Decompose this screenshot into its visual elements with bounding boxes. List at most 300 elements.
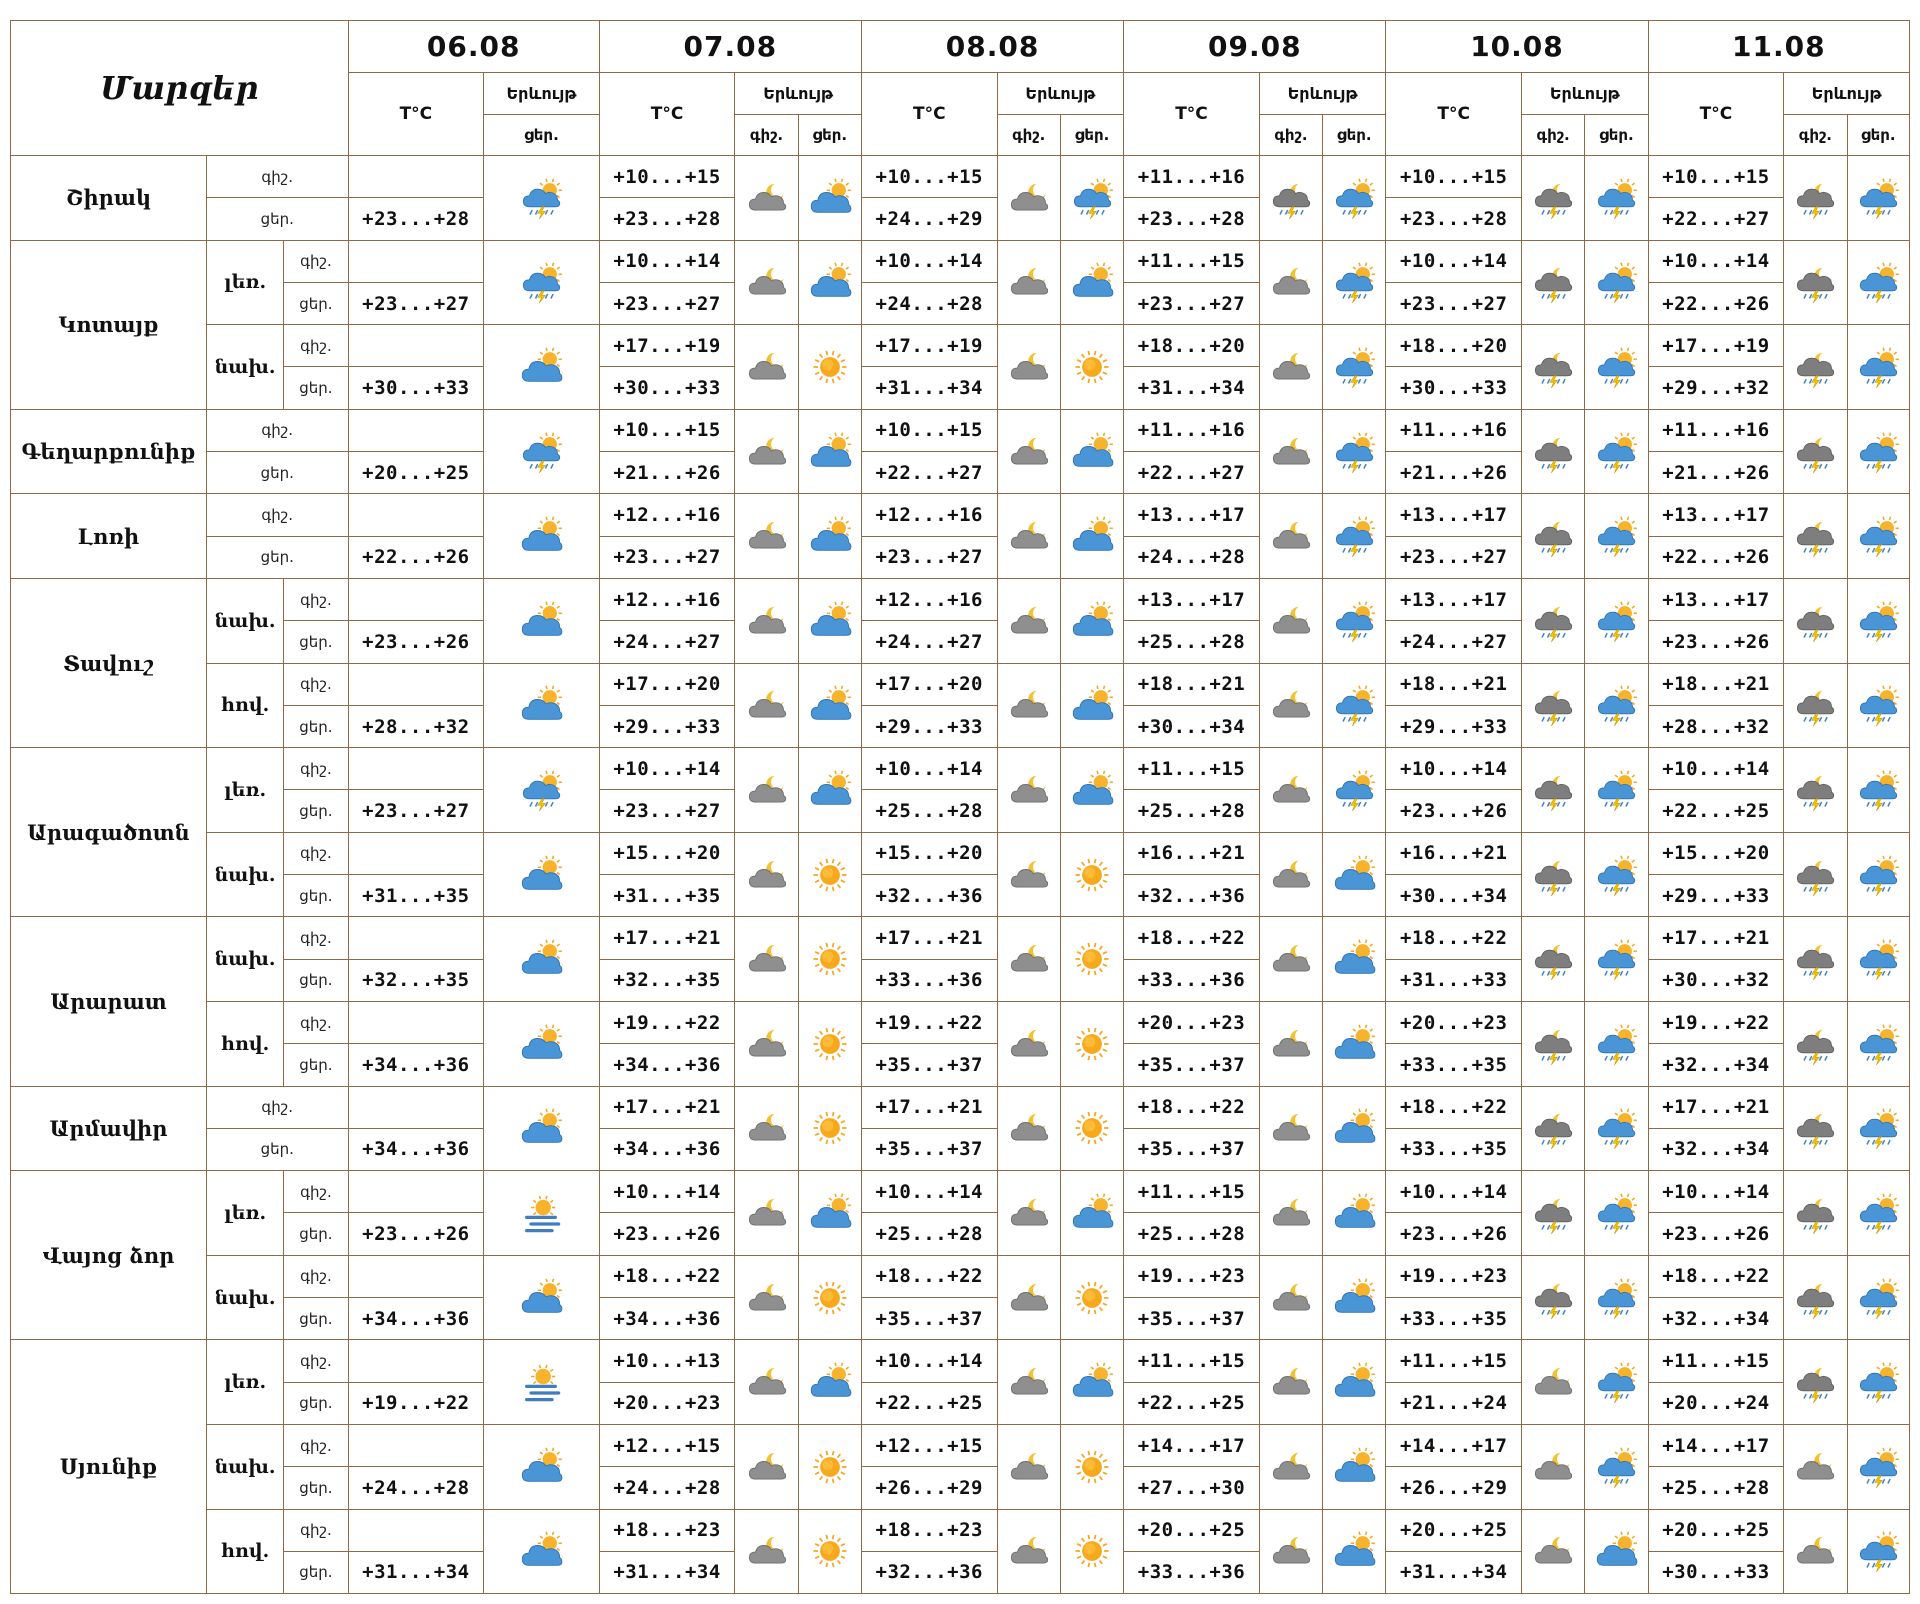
night-weather-icon	[1269, 514, 1313, 558]
night-temp: +12...+16	[861, 494, 997, 536]
night-weather-cell	[735, 832, 798, 917]
day-weather-cell	[1060, 748, 1123, 833]
day-weather-cell	[1847, 1171, 1909, 1256]
day-temp: +23...+27	[1386, 536, 1522, 578]
weather-icon	[519, 768, 563, 812]
night-temp	[348, 1340, 484, 1382]
night-weather-icon	[1793, 1360, 1837, 1404]
night-weather-cell	[735, 494, 798, 579]
night-weather-icon	[1793, 1106, 1837, 1150]
day-weather-icon	[808, 768, 852, 812]
day-weather-cell	[1323, 409, 1386, 494]
night-label: գիշ.	[284, 1171, 348, 1213]
night-weather-icon	[1531, 1445, 1575, 1489]
weather-header: Երևույթ	[997, 73, 1124, 115]
day-temp: +23...+26	[1648, 1213, 1784, 1255]
day-weather-cell	[1847, 409, 1909, 494]
night-weather-icon	[1531, 1276, 1575, 1320]
day-weather-icon	[1594, 514, 1638, 558]
day-label: ցեր.	[206, 536, 348, 578]
day-weather-cell	[1060, 832, 1123, 917]
day-weather-cell	[1585, 325, 1648, 410]
weather-cell	[484, 240, 600, 325]
night-temp: +12...+16	[861, 578, 997, 620]
day-weather-icon	[808, 260, 852, 304]
day-temp: +32...+35	[348, 959, 484, 1001]
night-temp: +17...+20	[861, 663, 997, 705]
night-temp: +10...+15	[1386, 156, 1522, 198]
day-label: ցեր.	[284, 875, 348, 917]
night-weather-cell	[1784, 1255, 1847, 1340]
night-weather-icon	[1531, 853, 1575, 897]
day-weather-icon	[1856, 514, 1900, 558]
day-weather-icon	[1332, 1106, 1376, 1150]
night-weather-cell	[1259, 325, 1322, 410]
day-temp: +34...+36	[599, 1044, 735, 1086]
day-temp: +23...+27	[599, 282, 735, 324]
day-weather-icon	[1856, 1529, 1900, 1573]
night-temp: +18...+23	[861, 1509, 997, 1551]
night-weather-icon	[1531, 599, 1575, 643]
day-weather-cell	[1060, 325, 1123, 410]
day-temp: +29...+33	[861, 705, 997, 747]
day-temp: +24...+28	[348, 1467, 484, 1509]
day-weather-icon	[1332, 937, 1376, 981]
date-header: 09.08	[1124, 21, 1386, 73]
temperature-header: T°C	[1124, 73, 1260, 156]
day-weather-cell	[1060, 1424, 1123, 1509]
day-label: ցեր.	[284, 1044, 348, 1086]
night-temp: +18...+22	[599, 1255, 735, 1297]
night-weather-icon	[1269, 1191, 1313, 1235]
date-header: 08.08	[861, 21, 1123, 73]
night-weather-cell	[1522, 1001, 1585, 1086]
day-temp: +20...+23	[599, 1382, 735, 1424]
night-weather-cell	[997, 494, 1060, 579]
night-weather-icon	[1531, 1529, 1575, 1573]
day-weather-icon	[1856, 1106, 1900, 1150]
night-weather-cell	[1259, 1509, 1322, 1594]
night-temp: +18...+22	[1648, 1255, 1784, 1297]
region-name: Վայոց ձոր	[11, 1171, 207, 1340]
night-weather-cell	[997, 917, 1060, 1002]
night-temp: +20...+25	[1124, 1509, 1260, 1551]
table-row	[11, 663, 1910, 705]
day-temp: +35...+37	[1124, 1128, 1260, 1170]
night-temp: +10...+14	[861, 240, 997, 282]
day-weather-cell	[1060, 240, 1123, 325]
day-weather-icon	[1332, 176, 1376, 220]
night-temp: +10...+14	[1648, 748, 1784, 790]
day-weather-icon	[1070, 768, 1114, 812]
night-weather-cell	[997, 1509, 1060, 1594]
weather-icon	[519, 430, 563, 474]
day-weather-cell	[1323, 494, 1386, 579]
day-weather-icon	[1594, 1191, 1638, 1235]
day-weather-icon	[1856, 1276, 1900, 1320]
night-temp	[348, 1509, 484, 1551]
day-temp: +23...+26	[348, 1213, 484, 1255]
day-weather-cell	[1585, 1509, 1648, 1594]
night-temp: +10...+14	[1386, 748, 1522, 790]
zone-label: նախ.	[206, 1255, 283, 1340]
day-temp: +23...+28	[348, 198, 484, 240]
night-label: գիշ.	[284, 1424, 348, 1466]
day-weather-cell	[1060, 1171, 1123, 1256]
day-weather-cell	[1847, 1255, 1909, 1340]
day-temp: +24...+28	[599, 1467, 735, 1509]
night-weather-icon	[1269, 260, 1313, 304]
night-temp: +17...+19	[599, 325, 735, 367]
weather-icon	[519, 1360, 563, 1404]
night-temp: +18...+22	[1386, 917, 1522, 959]
night-weather-cell	[1259, 1340, 1322, 1425]
day-temp: +23...+27	[348, 282, 484, 324]
night-temp: +10...+14	[599, 1171, 735, 1213]
night-weather-icon	[745, 853, 789, 897]
day-weather-icon	[808, 1106, 852, 1150]
night-weather-icon	[745, 514, 789, 558]
night-weather-cell	[1259, 832, 1322, 917]
day-temp: +21...+24	[1386, 1382, 1522, 1424]
night-temp: +11...+16	[1386, 409, 1522, 451]
day-weather-icon	[1856, 683, 1900, 727]
day-weather-cell	[1060, 1509, 1123, 1594]
day-temp: +31...+34	[599, 1551, 735, 1593]
night-temp: +10...+15	[861, 409, 997, 451]
night-label: գիշ.	[206, 409, 348, 451]
day-weather-cell	[798, 578, 861, 663]
weather-cell	[484, 1171, 600, 1256]
night-weather-cell	[1259, 748, 1322, 833]
day-temp: +30...+33	[1386, 367, 1522, 409]
night-weather-cell	[1784, 1171, 1847, 1256]
day-weather-icon	[1070, 1445, 1114, 1489]
night-weather-cell	[1784, 578, 1847, 663]
weather-cell	[484, 325, 600, 410]
region-name: Սյունիք	[11, 1340, 207, 1594]
day-temp: +31...+34	[1386, 1551, 1522, 1593]
day-weather-cell	[1323, 1340, 1386, 1425]
day-temp: +22...+25	[1648, 790, 1784, 832]
day-weather-icon	[1594, 853, 1638, 897]
night-weather-icon	[1007, 430, 1051, 474]
night-weather-icon	[1793, 683, 1837, 727]
night-weather-cell	[997, 1086, 1060, 1171]
night-weather-cell	[1522, 578, 1585, 663]
region-name: Արարատ	[11, 917, 207, 1086]
night-weather-icon	[745, 1445, 789, 1489]
day-temp: +28...+32	[348, 705, 484, 747]
day-label: ցեր.	[284, 1213, 348, 1255]
day-weather-cell	[1585, 156, 1648, 241]
day-weather-icon	[808, 1529, 852, 1573]
day-weather-cell	[798, 1340, 861, 1425]
day-weather-cell	[1585, 1171, 1648, 1256]
regions-header: Մարզեր	[11, 21, 349, 156]
night-label: գիշ.	[284, 663, 348, 705]
date-header: 06.08	[348, 21, 599, 73]
night-weather-cell	[1522, 409, 1585, 494]
day-weather-cell	[1060, 1255, 1123, 1340]
region-name: Գեղարքունիք	[11, 409, 207, 494]
weather-cell	[484, 1001, 600, 1086]
table-row	[11, 748, 1910, 790]
day-temp: +21...+26	[599, 452, 735, 494]
night-weather-icon	[1007, 937, 1051, 981]
night-weather-icon	[1007, 1022, 1051, 1066]
day-weather-cell	[1323, 1255, 1386, 1340]
night-temp: +14...+17	[1648, 1424, 1784, 1466]
day-temp: +30...+33	[599, 367, 735, 409]
night-weather-icon	[1269, 1445, 1313, 1489]
day-weather-cell	[1585, 1001, 1648, 1086]
day-weather-icon	[1332, 1529, 1376, 1573]
night-weather-icon	[1531, 514, 1575, 558]
night-temp: +18...+22	[1386, 1086, 1522, 1128]
night-weather-icon	[1531, 1106, 1575, 1150]
night-temp: +18...+22	[1124, 1086, 1260, 1128]
day-temp: +25...+28	[861, 790, 997, 832]
day-temp: +33...+35	[1386, 1298, 1522, 1340]
day-label: ցեր.	[284, 1551, 348, 1593]
night-weather-cell	[1259, 1171, 1322, 1256]
weather-header: Երևույթ	[1259, 73, 1386, 115]
day-temp: +20...+25	[348, 452, 484, 494]
night-weather-cell	[735, 325, 798, 410]
night-temp: +18...+20	[1124, 325, 1260, 367]
day-weather-cell	[798, 409, 861, 494]
day-weather-icon	[1070, 1022, 1114, 1066]
night-weather-cell	[1784, 748, 1847, 833]
day-temp: +34...+36	[348, 1128, 484, 1170]
day-temp: +35...+37	[861, 1128, 997, 1170]
day-weather-cell	[1323, 240, 1386, 325]
night-weather-cell	[735, 1424, 798, 1509]
night-weather-cell	[1784, 1001, 1847, 1086]
day-label: ցեր.	[284, 959, 348, 1001]
day-temp: +32...+34	[1648, 1044, 1784, 1086]
night-weather-icon	[1269, 1529, 1313, 1573]
night-temp: +19...+22	[1648, 1001, 1784, 1043]
night-temp: +11...+15	[1386, 1340, 1522, 1382]
night-weather-cell	[735, 1255, 798, 1340]
day-temp: +30...+33	[1648, 1551, 1784, 1593]
day-weather-icon	[1594, 937, 1638, 981]
day-label: ցեր.	[284, 790, 348, 832]
night-weather-cell	[1259, 663, 1322, 748]
night-weather-cell	[1522, 917, 1585, 1002]
day-weather-icon	[1070, 683, 1114, 727]
day-weather-cell	[1585, 240, 1648, 325]
weather-header: Երևույթ	[1784, 73, 1910, 115]
night-header: գիշ.	[1784, 115, 1847, 156]
night-temp	[348, 917, 484, 959]
night-temp: +13...+17	[1648, 578, 1784, 620]
night-weather-icon	[1269, 430, 1313, 474]
zone-label: նախ.	[206, 1424, 283, 1509]
night-weather-icon	[1007, 1191, 1051, 1235]
night-temp: +12...+16	[599, 578, 735, 620]
day-weather-icon	[1070, 1529, 1114, 1573]
day-weather-cell	[798, 1424, 861, 1509]
night-temp: +14...+17	[1124, 1424, 1260, 1466]
day-temp: +23...+27	[861, 536, 997, 578]
day-weather-icon	[1332, 599, 1376, 643]
night-weather-cell	[997, 832, 1060, 917]
night-weather-cell	[1259, 240, 1322, 325]
night-weather-cell	[1784, 1340, 1847, 1425]
day-weather-cell	[1585, 578, 1648, 663]
night-temp: +10...+14	[861, 1171, 997, 1213]
night-weather-cell	[1522, 240, 1585, 325]
day-weather-icon	[1070, 176, 1114, 220]
day-temp: +19...+22	[348, 1382, 484, 1424]
day-temp: +24...+28	[1124, 536, 1260, 578]
day-temp: +23...+27	[599, 536, 735, 578]
day-weather-cell	[1060, 1340, 1123, 1425]
day-weather-cell	[1847, 663, 1909, 748]
day-weather-cell	[1323, 1086, 1386, 1171]
night-weather-icon	[1793, 1276, 1837, 1320]
day-temp: +31...+34	[1124, 367, 1260, 409]
night-label: գիշ.	[206, 1086, 348, 1128]
day-temp: +22...+25	[1124, 1382, 1260, 1424]
day-weather-icon	[1856, 430, 1900, 474]
night-temp: +15...+20	[1648, 832, 1784, 874]
night-temp: +12...+16	[599, 494, 735, 536]
night-temp	[348, 1424, 484, 1466]
day-weather-icon	[1594, 260, 1638, 304]
day-weather-icon	[1070, 260, 1114, 304]
night-weather-cell	[1784, 494, 1847, 579]
day-weather-cell	[1847, 578, 1909, 663]
table-row	[11, 1509, 1910, 1551]
weather-cell	[484, 832, 600, 917]
zone-label: հով.	[206, 663, 283, 748]
day-temp: +23...+27	[599, 790, 735, 832]
night-weather-icon	[745, 1276, 789, 1320]
day-weather-icon	[1856, 176, 1900, 220]
day-weather-cell	[1585, 663, 1648, 748]
day-temp: +34...+36	[348, 1298, 484, 1340]
zone-label: լեռ.	[206, 1171, 283, 1256]
night-temp: +15...+20	[861, 832, 997, 874]
night-weather-icon	[1007, 599, 1051, 643]
day-label: ցեր.	[206, 198, 348, 240]
weather-cell	[484, 1509, 600, 1594]
night-weather-icon	[1269, 1360, 1313, 1404]
day-header: ցեր.	[1585, 115, 1648, 156]
table-row	[11, 494, 1910, 536]
night-temp: +11...+15	[1124, 240, 1260, 282]
day-weather-cell	[1323, 1424, 1386, 1509]
day-header: ցեր.	[484, 115, 600, 156]
day-weather-icon	[1856, 1445, 1900, 1489]
day-temp: +34...+36	[599, 1128, 735, 1170]
day-weather-cell	[1585, 1340, 1648, 1425]
day-temp: +34...+36	[348, 1044, 484, 1086]
day-weather-icon	[1070, 1360, 1114, 1404]
day-temp: +28...+32	[1648, 705, 1784, 747]
day-weather-icon	[1332, 514, 1376, 558]
night-temp: +16...+21	[1386, 832, 1522, 874]
night-weather-icon	[1793, 1191, 1837, 1235]
night-weather-icon	[745, 1360, 789, 1404]
day-weather-cell	[1585, 832, 1648, 917]
day-label: ցեր.	[206, 452, 348, 494]
night-weather-icon	[1793, 937, 1837, 981]
day-weather-icon	[1594, 1445, 1638, 1489]
night-weather-icon	[1007, 1276, 1051, 1320]
day-weather-cell	[798, 832, 861, 917]
day-weather-cell	[1847, 494, 1909, 579]
night-temp: +18...+21	[1124, 663, 1260, 705]
day-label: ցեր.	[206, 1128, 348, 1170]
night-label: գիշ.	[284, 917, 348, 959]
day-weather-icon	[1070, 514, 1114, 558]
day-temp: +29...+32	[1648, 367, 1784, 409]
night-weather-cell	[997, 663, 1060, 748]
day-weather-cell	[1847, 1424, 1909, 1509]
night-weather-icon	[745, 1529, 789, 1573]
night-weather-cell	[1259, 1424, 1322, 1509]
night-weather-cell	[997, 1255, 1060, 1340]
night-weather-cell	[735, 1509, 798, 1594]
weather-icon	[519, 514, 563, 558]
day-weather-icon	[1332, 260, 1376, 304]
night-weather-icon	[1793, 1445, 1837, 1489]
night-weather-icon	[1269, 1106, 1313, 1150]
day-weather-icon	[1856, 345, 1900, 389]
day-weather-cell	[1323, 1171, 1386, 1256]
day-weather-icon	[1594, 176, 1638, 220]
day-temp: +22...+27	[861, 452, 997, 494]
night-temp: +10...+15	[599, 156, 735, 198]
day-weather-cell	[1323, 663, 1386, 748]
night-weather-cell	[735, 1001, 798, 1086]
temperature-header: T°C	[861, 73, 997, 156]
day-temp: +33...+35	[1386, 1128, 1522, 1170]
day-temp: +29...+33	[1648, 875, 1784, 917]
night-weather-icon	[1007, 1445, 1051, 1489]
day-header: ցեր.	[1323, 115, 1386, 156]
night-temp: +10...+13	[599, 1340, 735, 1382]
night-temp: +20...+25	[1386, 1509, 1522, 1551]
day-temp: +23...+28	[1386, 198, 1522, 240]
day-weather-icon	[1856, 1360, 1900, 1404]
night-weather-cell	[1522, 1086, 1585, 1171]
weather-cell	[484, 1340, 600, 1425]
night-weather-cell	[735, 240, 798, 325]
night-temp: +10...+15	[599, 409, 735, 451]
day-temp: +33...+36	[1124, 1551, 1260, 1593]
night-temp: +10...+14	[1648, 1171, 1784, 1213]
day-header: ցեր.	[1847, 115, 1909, 156]
day-weather-cell	[1847, 748, 1909, 833]
day-weather-cell	[798, 917, 861, 1002]
region-name: Լոռի	[11, 494, 207, 579]
day-weather-cell	[1323, 917, 1386, 1002]
weather-cell	[484, 1086, 600, 1171]
day-weather-icon	[1856, 1022, 1900, 1066]
night-temp: +20...+23	[1386, 1001, 1522, 1043]
day-temp: +31...+33	[1386, 959, 1522, 1001]
night-temp: +11...+15	[1648, 1340, 1784, 1382]
night-weather-icon	[1793, 514, 1837, 558]
day-weather-cell	[1585, 748, 1648, 833]
night-weather-icon	[1007, 1106, 1051, 1150]
